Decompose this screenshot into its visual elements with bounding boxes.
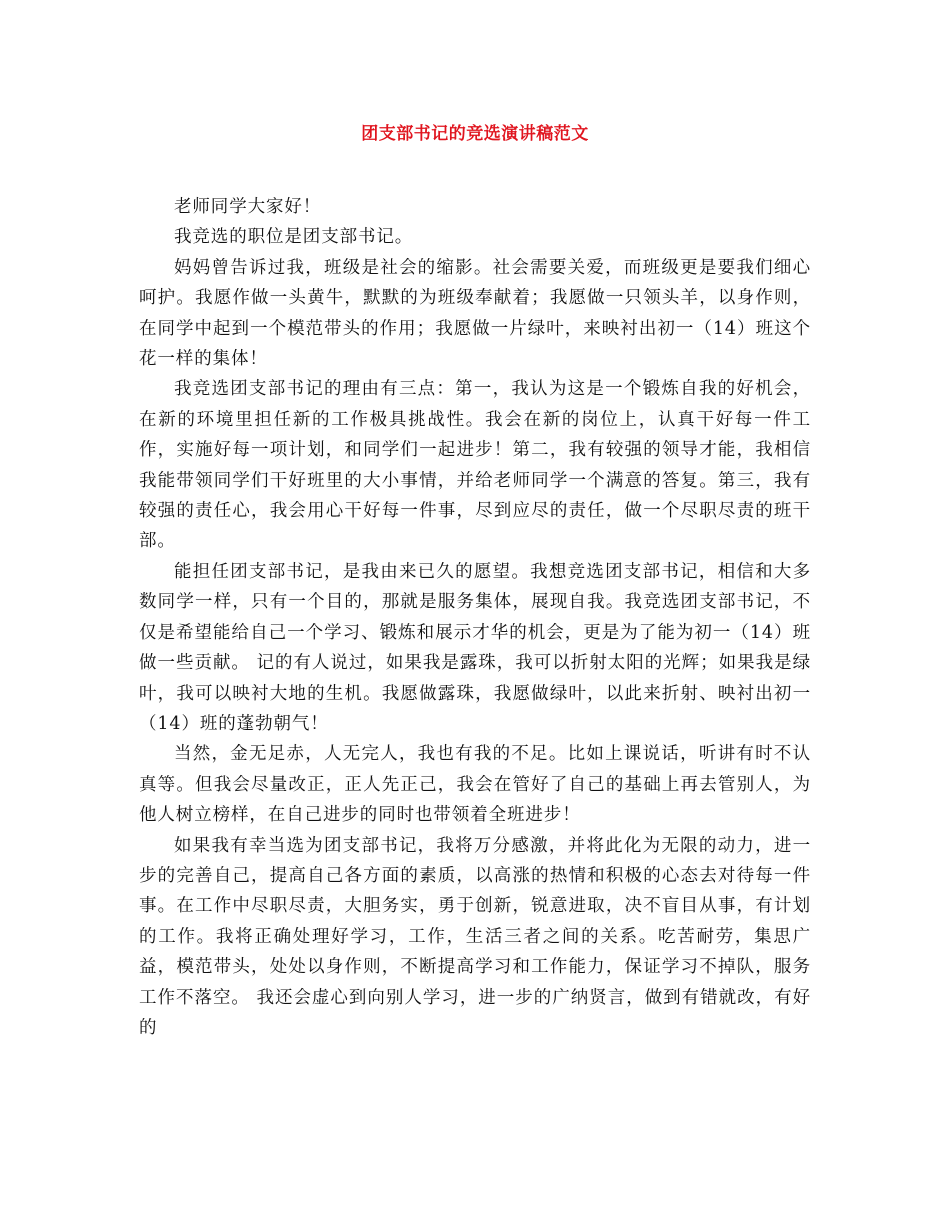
paragraph-reasons: 我竞选团支部书记的理由有三点：第一，我认为这是一个锻炼自我的好机会，在新的环境里担任新的工作极具挑战性。我会在新的岗位上，认真干好每一件工作，实施好每一项计划，和同学们一起进步！第二，我有较强的领导才能，我相信我能带领同学们干好班里的大小事情，并给老师同学一个满意的答复。第三，我有较强的责任心，我会用心干好每一件事，尽到应尽的责任，做一个尽职尽责的班干部。 xyxy=(139,379,811,552)
paragraph-greeting: 老师同学大家好！ xyxy=(174,197,322,217)
paragraph-shortcomings: 当然，金无足赤，人无完人，我也有我的不足。比如上课说话，听讲有时不认真等。但我会尽量改正，正人先正己，我会在管好了自己的基础上再去管别人，为他人树立榜样，在自己进步的同时也带领着全班进步！ xyxy=(139,744,811,826)
document-title: 团支部书记的竞选演讲稿范文 xyxy=(361,124,589,144)
paragraph-intro: 妈妈曾告诉过我，班级是社会的缩影。社会需要关爱，而班级更是要我们细心呵护。我愿作做一头黄牛，默默的为班级奉献着；我愿做一只领头羊，以身作则，在同学中起到一个模范带头的作用；我愿做一片绿叶，来映衬出初一（14）班这个花一样的集体！ xyxy=(139,257,811,370)
paragraph-commitment: 如果我有幸当选为团支部书记，我将万分感激，并将此化为无限的动力，进一步的完善自己，提高自己各方面的素质，以高涨的热情和积极的心态去对待每一件事。在工作中尽职尽责，大胆务实，勇于创新，锐意进取，决不盲目从事，有计划的工作。我将正确处理好学习，工作，生活三者之间的关系。吃苦耐劳，集思广益，模范带头，处处以身作则，不断提高学习和工作能力，保证学习不掉队，服务工作不落空。 我还会虚心到向别人学习，进一步的广纳贤言，做到有错就改，有好的 xyxy=(139,835,811,1038)
paragraph-position: 我竞选的职位是团支部书记。 xyxy=(174,227,414,248)
paragraph-aspiration: 能担任团支部书记，是我由来已久的愿望。我想竞选团支部书记，相信和大多数同学一样，只有一个目的，那就是服务集体，展现自我。我竞选团支部书记，不仅是希望能给自己一个学习、锻炼和展示才华的机会，更是为了能为初一（14）班做一些贡献。 记的有人说过，如果我是露珠，我可以折射太阳的光辉；如果我是绿叶，我可以映衬大地的生机。我愿做露珠，我愿做绿叶，以此来折射、映衬出初一（14）班的蓬勃朝气！ xyxy=(139,561,811,734)
document-body xyxy=(139,192,811,1043)
